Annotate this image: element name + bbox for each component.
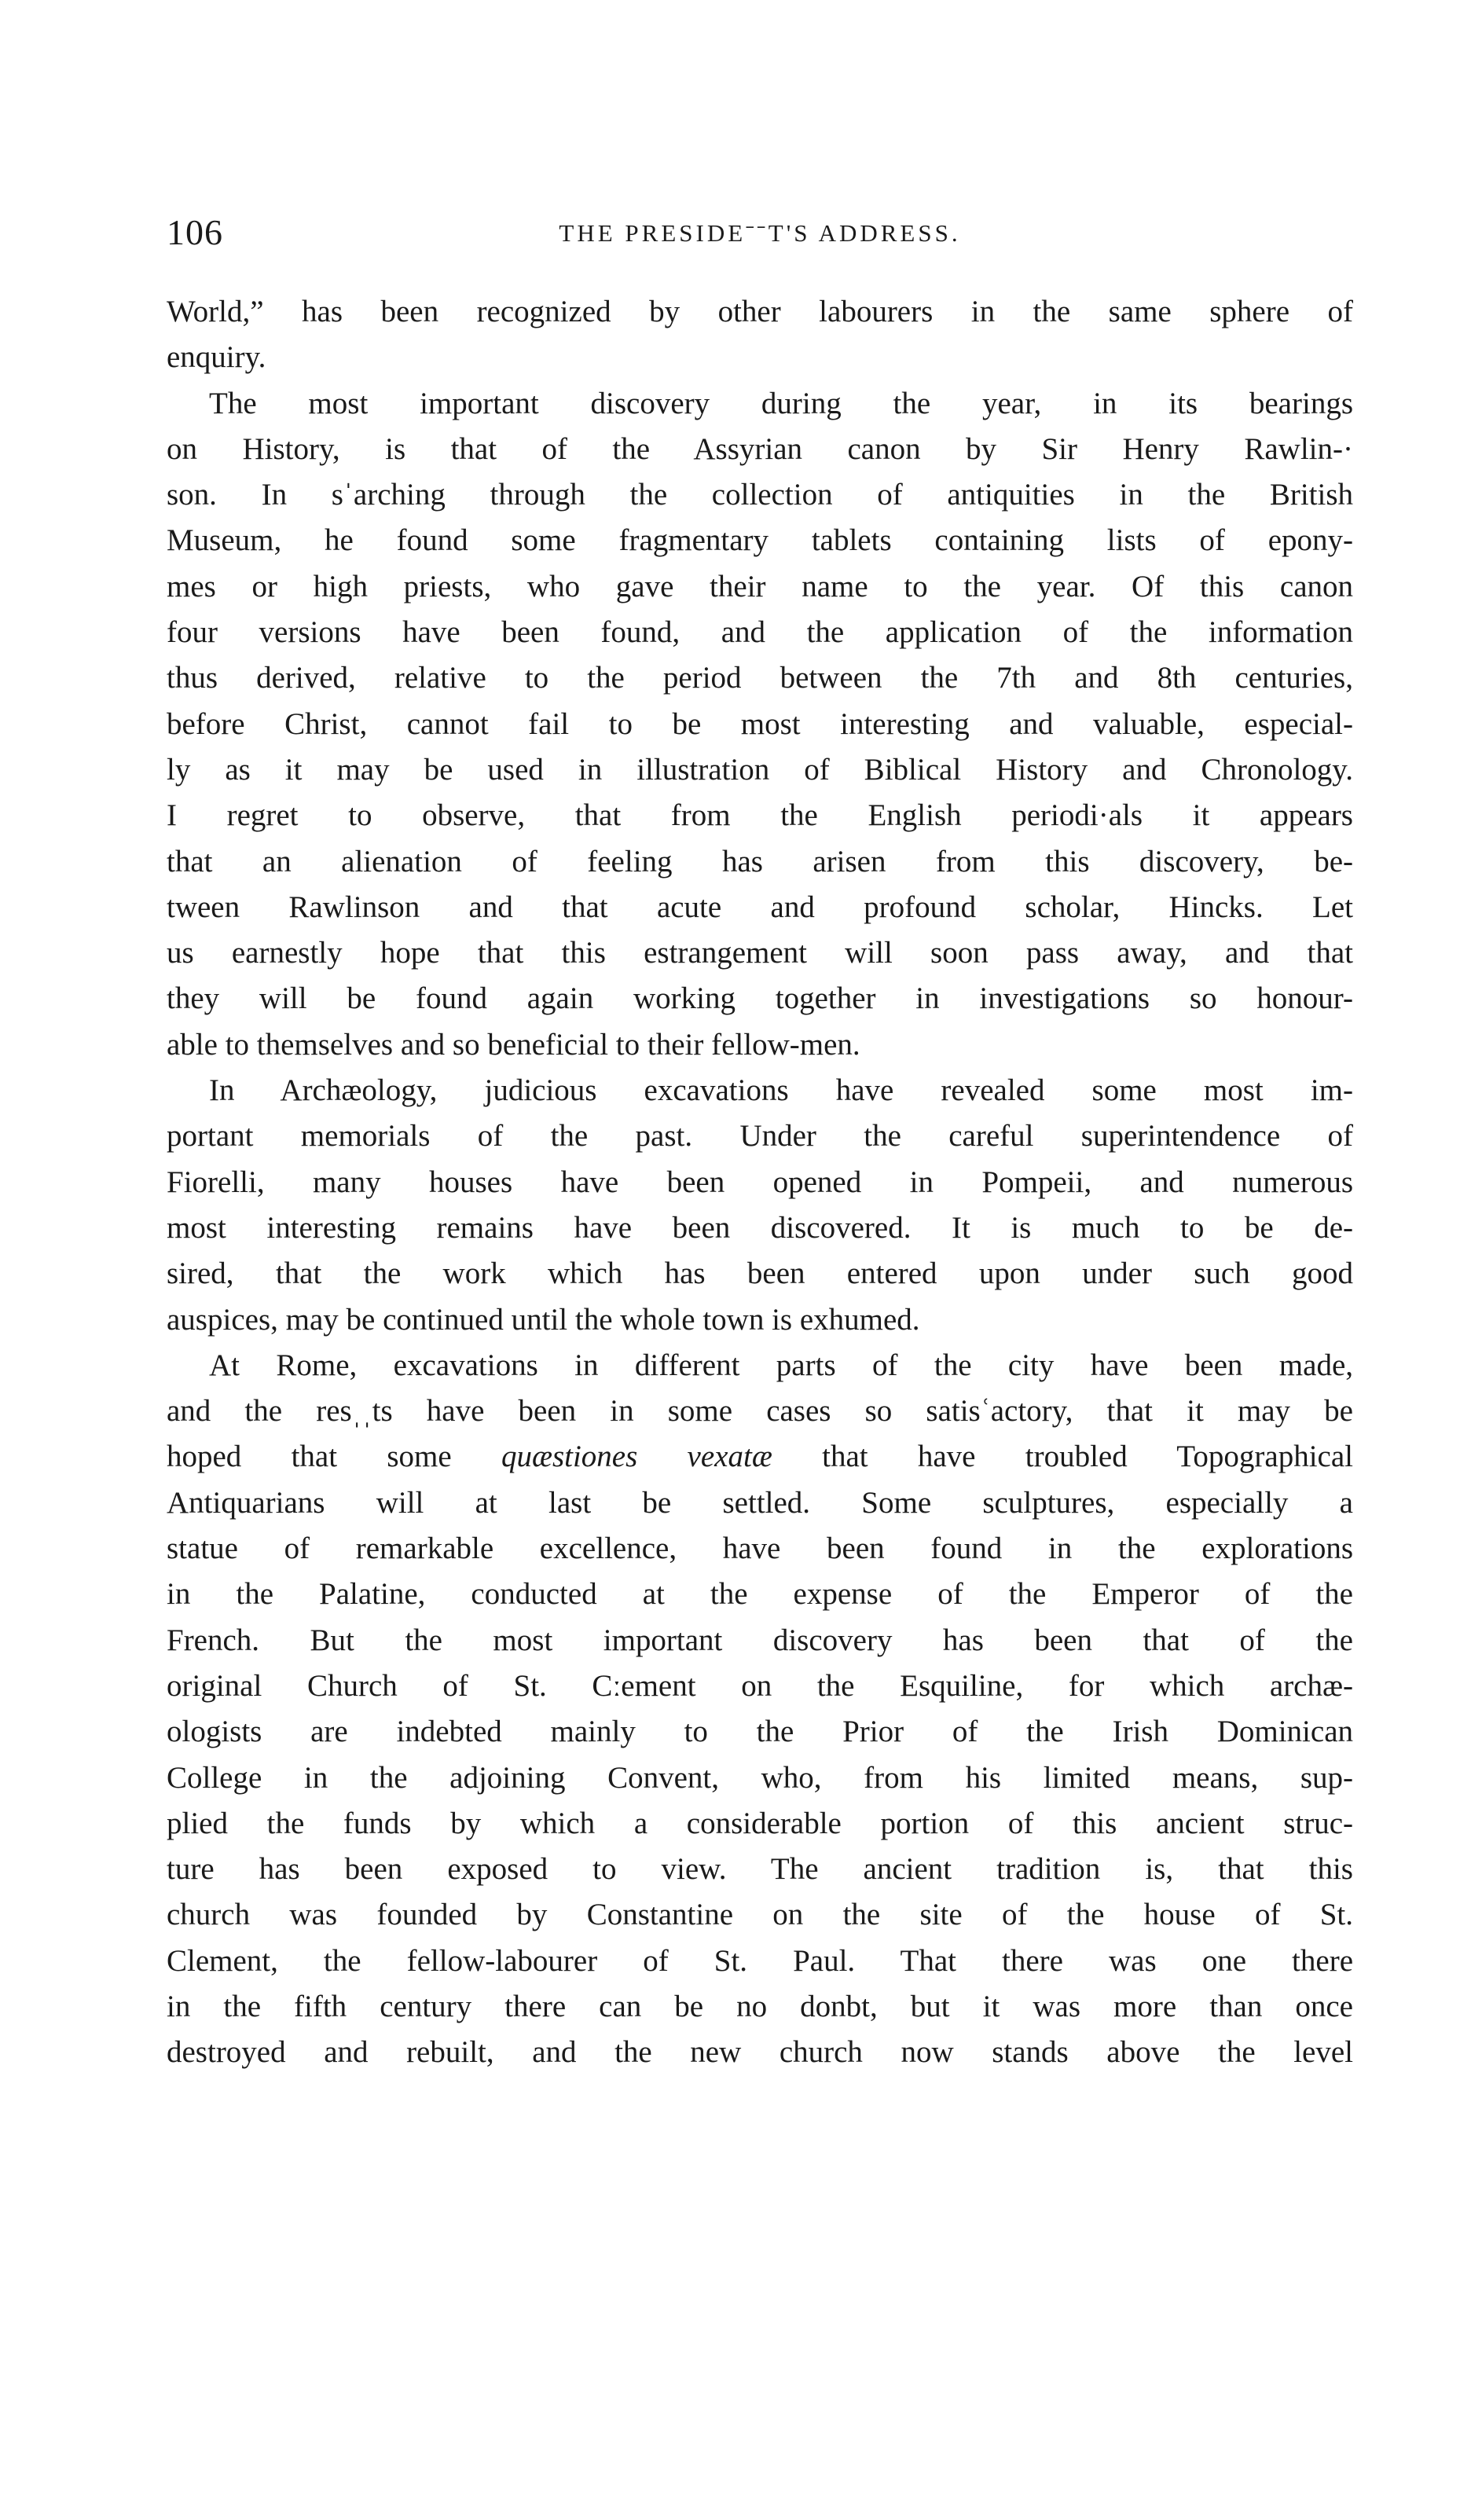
text-line: ly as it may be used in illustration of Biblical History and Chronology.: [167, 752, 1353, 787]
paragraph-continued: [167, 289, 1353, 381]
text-line: plied the funds by which a considerable portion of this ancient struc-: [167, 1806, 1353, 1840]
text-line: World,” has been recognized by other labourers in the same sphere of: [167, 295, 1353, 328]
text-line: destroyed and rebuilt, and the new church now stands above the level: [167, 2035, 1353, 2070]
text-line: mes or high priests, who gave their name to the year. Of this canon: [167, 569, 1353, 603]
text-line: College in the adjoining Convent, who, from his limited means, sup-: [167, 1760, 1353, 1795]
text-line: son. In sˈarching through the collection of antiquities in the British: [167, 478, 1353, 512]
text-line: Fiorelli, many houses have been opened in Pompeii, and numerous: [167, 1165, 1353, 1199]
text-line: church was founded by Constantine on the site of the house of St.: [167, 1898, 1353, 1932]
text-line: in the fifth century there can be no donbt, but it was more than once: [167, 1989, 1353, 2023]
page-number: 106: [167, 212, 223, 252]
text-line: on History, is that of the Assyrian canon by Sir Henry Rawlin-·: [167, 431, 1353, 466]
paragraph-assyrian-canon: [167, 381, 1353, 1068]
paragraph-archaeology: [167, 1068, 1353, 1343]
text-line: four versions have been found, and the application of the information: [167, 615, 1353, 650]
paragraph-rome: [167, 1343, 1353, 2076]
text-line: enquiry.: [167, 340, 266, 375]
text-line: I regret to observe, that from the English periodi·als it appears: [167, 798, 1353, 833]
text-line: French. But the most important discovery has been that of the: [167, 1623, 1353, 1657]
text-line: before Christ, cannot fail to be most interesting and valuable, especial-: [167, 706, 1353, 741]
body-text: [167, 289, 1353, 2076]
text-line: In Archæology, judicious excavations have revealed some most im-: [209, 1073, 1353, 1108]
text-line: statue of remarkable excellence, have been found in the explorations: [167, 1531, 1353, 1566]
text-line: The most important discovery during the year, in its bearings: [209, 386, 1353, 420]
text-line-with-italic: hoped that some quæstiones vexatæ that have troubled Topographical: [167, 1440, 1353, 1474]
text-line: auspices, may be continued until the whole town is exhumed.: [167, 1302, 920, 1337]
text-line: Antiquarians will at last be settled. Some sculptures, especially a: [167, 1485, 1353, 1520]
text-line: able to themselves and so beneficial to their fellow-men.: [167, 1027, 860, 1062]
text-line: that an alienation of feeling has arisen from this discovery, be-: [167, 844, 1353, 879]
text-line: in the Palatine, conducted at the expense of the Emperor of the: [167, 1577, 1353, 1612]
italic-phrase: quæstiones vexatæ: [501, 1440, 772, 1474]
page-header: [167, 209, 1353, 256]
text-line: sired, that the work which has been entered upon under such good: [167, 1256, 1353, 1291]
text-line: ologists are indebted mainly to the Prior of the Irish Dominican: [167, 1715, 1353, 1749]
text-line: tween Rawlinson and that acute and profound scholar, Hincks. Let: [167, 890, 1353, 924]
text-line: thus derived, relative to the period between the 7th and 8th centuries,: [167, 661, 1353, 695]
running-head: THE PRESIDEˉˉT'S ADDRESS.: [559, 219, 961, 247]
text-line: and the resˌˌts have been in some cases so satisʿactory, that it may be: [167, 1394, 1353, 1429]
text-line: At Rome, excavations in different parts of the city have been made,: [209, 1348, 1353, 1382]
text-line: Museum, he found some fragmentary tablets containing lists of epony-: [167, 523, 1353, 558]
text-line: us earnestly hope that this estrangement will soon pass away, and that: [167, 936, 1353, 970]
text-line: portant memorials of the past. Under the careful superintendence of: [167, 1119, 1353, 1154]
text-line: ture has been exposed to view. The ancient tradition is, that this: [167, 1852, 1353, 1887]
text-line: they will be found again working together in investigations so honour-: [167, 981, 1353, 1016]
text-line: original Church of St. Cːement on the Esquiline, for which archæ-: [167, 1668, 1353, 1703]
text-line: Clement, the fellow-labourer of St. Paul. That there was one there: [167, 1943, 1353, 1978]
text-line: most interesting remains have been discovered. It is much to be de-: [167, 1210, 1353, 1245]
